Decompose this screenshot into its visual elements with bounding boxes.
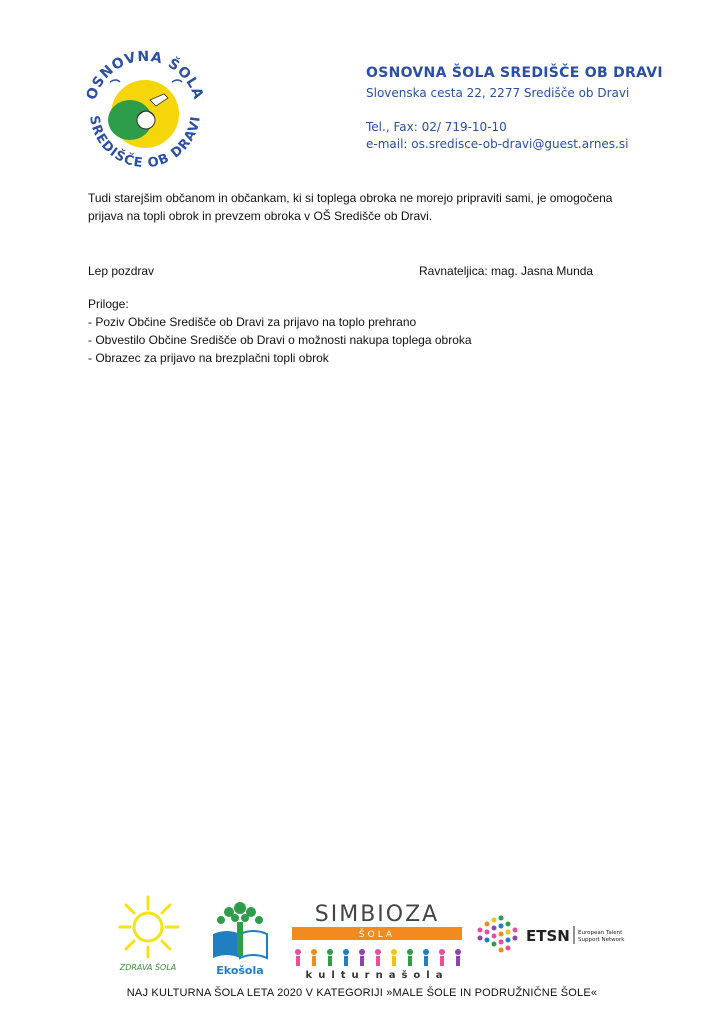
attachments-list: [88, 295, 628, 367]
kulturna-sola-label: kulturnašola: [305, 970, 449, 980]
etsn-label: ETSN: [526, 927, 570, 945]
attachments-title: Priloge:: [88, 297, 129, 311]
greeting: Lep pozdrav: [88, 264, 155, 278]
school-logo: [80, 42, 210, 172]
etsn-logo: [472, 910, 630, 960]
school-phone: Tel., Fax: 02/ 719-10-10: [366, 120, 507, 134]
etsn-line2: Support Network: [578, 937, 625, 943]
signature: Ravnateljica: mag. Jasna Munda: [419, 264, 594, 278]
kulturna-sola-logo: [288, 946, 466, 980]
paragraph-line: Tudi starejšim občanom in občankam, ki si toplega obroka ne morejo pripraviti sami, je omogočena: [88, 191, 613, 205]
school-name: OSNOVNA ŠOLA SREDIŠČE OB DRAVI: [366, 65, 663, 81]
zdrava-sola-label: ZDRAVA ŠOLA: [119, 963, 177, 972]
logo-text-bottom: SREDIŠČE OB DRAVI: [85, 114, 204, 172]
simbioza-label: SIMBIOZA: [314, 902, 440, 927]
attachment-item: - Poziv Občine Središče ob Dravi za prijavo na toplo prehrano: [88, 315, 417, 329]
simbioza-logo: [288, 897, 466, 943]
footer-tagline: NAJ KULTURNA ŠOLA LETA 2020 V KATEGORIJI »MALE ŠOLE IN PODRUŽNIČNE ŠOLE«: [126, 987, 598, 999]
etsn-dot-grid: [478, 916, 518, 953]
simbioza-sub-label: ŠOLA: [358, 930, 396, 940]
notice-paragraph: [88, 189, 648, 225]
ekosola-label: Ekošola: [216, 964, 264, 977]
attachment-item: - Obrazec za prijavo na brezplačni topli obrok: [88, 351, 329, 365]
zdrava-sola-logo: [112, 893, 184, 975]
ekosola-logo: [207, 898, 273, 978]
paragraph-line: prijava na topli obrok in prevzem obroka v OŠ Središče ob Dravi.: [88, 209, 433, 223]
school-address: Slovenska cesta 22, 2277 Središče ob Dravi: [366, 86, 630, 100]
etsn-line1: European Talent: [578, 930, 623, 936]
school-email: e-mail: os.sredisce-ob-dravi@guest.arnes.si: [366, 137, 629, 151]
attachment-item: - Obvestilo Občine Središče ob Dravi o možnosti nakupa toplega obroka: [88, 333, 472, 347]
logo-text-top: OSNOVNA ŠOLA: [83, 48, 207, 103]
